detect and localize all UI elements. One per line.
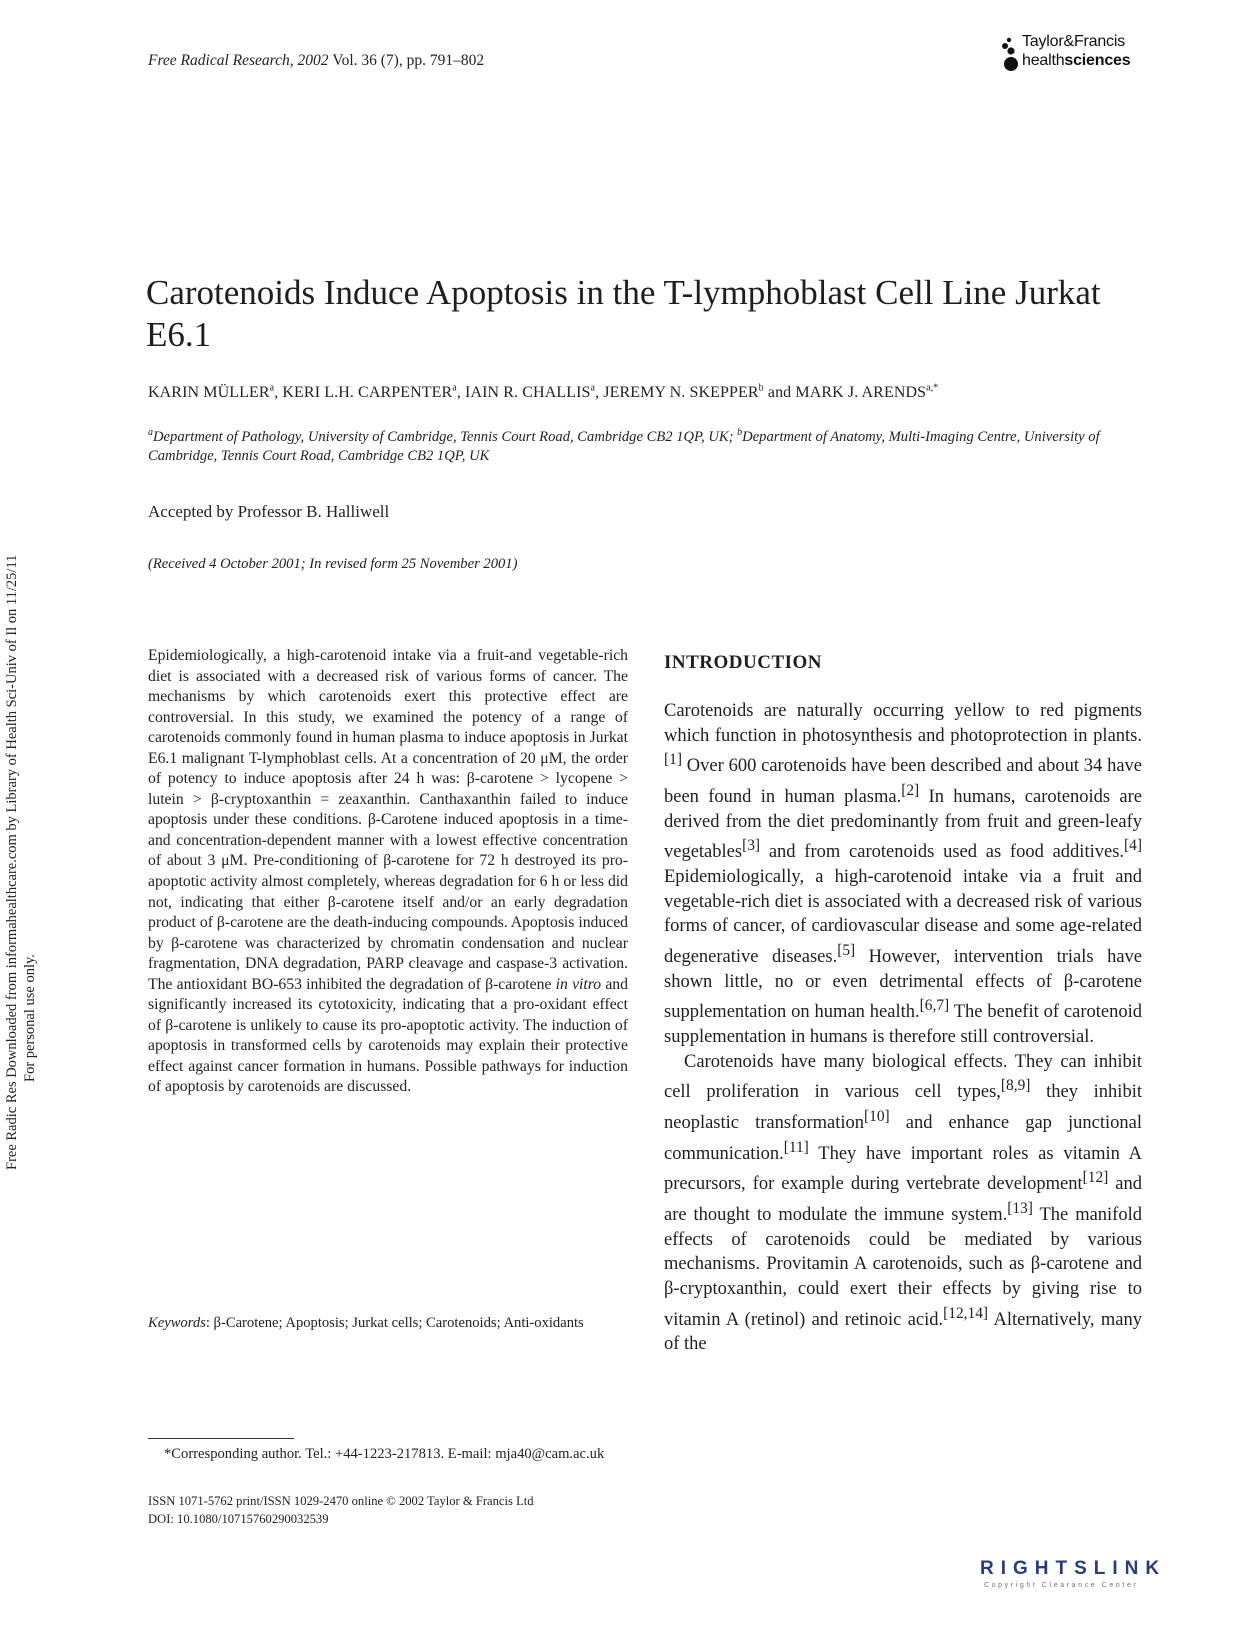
issn-line: ISSN 1071-5762 print/ISSN 1029-2470 online © 2002 Taylor & Francis Ltd <box>148 1494 534 1508</box>
watermark-line-1: Free Radic Res Downloaded from informahealthcare.com by Library of Health Sci-Univ of Il on 11/25/11 <box>4 554 20 1170</box>
keywords: Keywords: β-Carotene; Apoptosis; Jurkat cells; Carotenoids; Anti-oxidants <box>148 1315 584 1331</box>
author-name: MARK J. ARENDS <box>795 384 927 401</box>
journal-volume: Vol. 36 (7), pp. 791–802 <box>332 52 485 69</box>
citation-reference[interactable]: [12] <box>1082 1169 1109 1187</box>
citation-reference[interactable]: [1] <box>664 751 682 769</box>
citation-reference[interactable]: [5] <box>837 941 856 959</box>
journal-year: , 2002 <box>289 52 333 69</box>
author-name: JEREMY N. SKEPPER <box>603 384 759 401</box>
corresponding-author-footnote: *Corresponding author. Tel.: +44-1223-217813. E-mail: mja40@cam.ac.uk <box>164 1446 605 1462</box>
citation-reference[interactable]: [2] <box>901 781 920 799</box>
author-affiliation-mark: a <box>269 382 275 394</box>
introduction-body <box>664 699 1142 1357</box>
author-affiliation-mark: b <box>758 382 764 394</box>
citation-reference[interactable]: [3] <box>742 837 761 855</box>
rightslink-wordmark: RIGHTSLINK <box>980 1558 1167 1579</box>
citation-reference[interactable]: [11] <box>783 1138 809 1156</box>
citation-reference[interactable]: [10] <box>864 1107 890 1125</box>
rightslink-subtitle: Copyright Clearance Center <box>984 1582 1139 1589</box>
author-affiliation-mark: a,* <box>926 382 939 394</box>
received-dates: (Received 4 October 2001; In revised form 25 November 2001) <box>148 556 518 572</box>
author-name: KERI L.H. CARPENTER <box>282 384 453 401</box>
keywords-label: Keywords <box>148 1315 206 1331</box>
issn-doi-block <box>148 1492 534 1528</box>
intro-paragraph-2: Carotenoids have many biological effects. They can inhibit cell proliferation in various cell types,[8,9] they inhibit neoplastic transformation[10] and enhance gap junctional communication.[11] They have important roles as vitamin A precursors, for example during vertebrate development[12] and are thought to modulate the immune system.[13] The manifold effects of carotenoids could be mediated by various mechanisms. Provitamin A carotenoids, such as β-carotene and β-cryptoxanthin, could exert their effects by giving rise to vitamin A (retinol) and retinoic acid.[12,14] Alternatively, many of the <box>664 1051 1142 1355</box>
publisher-dots-icon <box>1000 35 1022 73</box>
author-affiliation-mark: a <box>590 382 596 394</box>
citation-reference[interactable]: [12,14] <box>943 1304 989 1322</box>
journal-name: Free Radical Research <box>148 52 290 69</box>
affiliations: $^a$Department of Pathology, University of Cambridge, Tennis Court Road, Cambridge CB2 1QP, UK; $^b$Department of Anatomy, Multi-Imaging Centre, University of Cambridge, Tennis Court Road, Cambridge CB2 1QP, UK <box>148 427 1100 464</box>
citation-reference[interactable]: [6,7] <box>919 997 950 1015</box>
article-title: Carotenoids Induce Apoptosis in the T-lymphoblast Cell Line Jurkat E6.1 <box>146 273 1101 354</box>
section-heading-introduction: INTRODUCTION <box>664 652 823 673</box>
author-name: KARIN MÜLLER <box>148 384 270 401</box>
footnote-rule <box>148 1438 294 1439</box>
author-list: KARIN MÜLLER$^a$, KERI L.H. CARPENTER$^a$, IAIN R. CHALLIS$^a$, JEREMY N. SKEPPER$^b$ and MARK J. $ARENDS^{a,*}$ <box>148 382 939 401</box>
doi-line: DOI: 10.1080/10715760290032539 <box>148 1512 329 1526</box>
author-affiliation-mark: a <box>452 382 457 394</box>
abstract: Epidemiologically, a high-carotenoid intake via a fruit-and vegetable-rich diet is associated with a decreased risk of various forms of cancer. The mechanisms by which carotenoids exert this protective effect are controversial. In this study, we examined the potency of a range of carotenoids commonly found in human plasma to induce apoptosis in Jurkat E6.1 malignant T-lymphoblast cells. At a concentration of 20 μM, the order of potency to induce apoptosis after 24 h was: β-carotene > lycopene > lutein > β-cryptoxanthin = zeaxanthin. Canthaxanthin failed to induce apoptosis under these conditions. β-Carotene induced apoptosis in a time- and concentration-dependent manner with a lowest effective concentration of about 3 μM. Pre-conditioning of β-carotene for 72 h destroyed its pro-apoptotic activity almost completely, whereas degradation for 6 h or less did not, indicating that either β-carotene itself and/or an early degradation product of β-carotene are the death-inducing compounds. Apoptosis induced by β-carotene was characterized by chromatin condensation and nuclear fragmentation, DNA degradation, PARP cleavage and caspase-3 activation. The antioxidant BO-653 inhibited the degradation of β-carotene in vitro and significantly increased its cytotoxicity, indicating that a pro-oxidant effect of β-carotene is unlikely to cause its pro-apoptotic activity. The induction of apoptosis in transformed cells by carotenoids may explain their protective effect against cancer formation in humans. Possible pathways for induction of apoptosis by carotenoids are discussed. <box>148 647 628 1096</box>
citation-reference[interactable]: [4] <box>1124 837 1142 855</box>
publisher-division: healthsciences <box>1022 52 1131 69</box>
accepted-by: Accepted by Professor B. Halliwell <box>148 502 390 521</box>
intro-paragraph-1: Carotenoids are naturally occurring yellow to red pigments which function in photosynthesis and photoprotection in plants.[1] Over 600 carotenoids have been described and about 34 have been found in human plasma.[2] In humans, carotenoids are derived from the diet predominantly from fruit and green-leafy vegetables[3] and from carotenoids used as food additives.[4] Epidemiologically, a high-carotenoid intake via a fruit and vegetable-rich diet is associated with a decreased risk of various forms of cancer, of cardiovascular disease and some age-related degenerative diseases.[5] However, intervention trials have shown little, no or even detrimental effects of β-carotene supplementation on human health.[6,7] The benefit of carotenoid supplementation in humans is therefore still controversial. <box>664 701 1143 1047</box>
citation-reference[interactable]: [8,9] <box>1000 1077 1031 1095</box>
citation-reference[interactable]: [13] <box>1007 1200 1033 1218</box>
download-watermark <box>0 470 60 1170</box>
watermark-line-2: For personal use only. <box>22 954 38 1082</box>
publisher-logo <box>1000 33 1150 75</box>
author-name: IAIN R. CHALLIS <box>465 384 591 401</box>
journal-citation <box>148 52 484 70</box>
publisher-name: Taylor&Francis <box>1022 33 1126 50</box>
rightslink-logo[interactable] <box>980 1558 1180 1598</box>
